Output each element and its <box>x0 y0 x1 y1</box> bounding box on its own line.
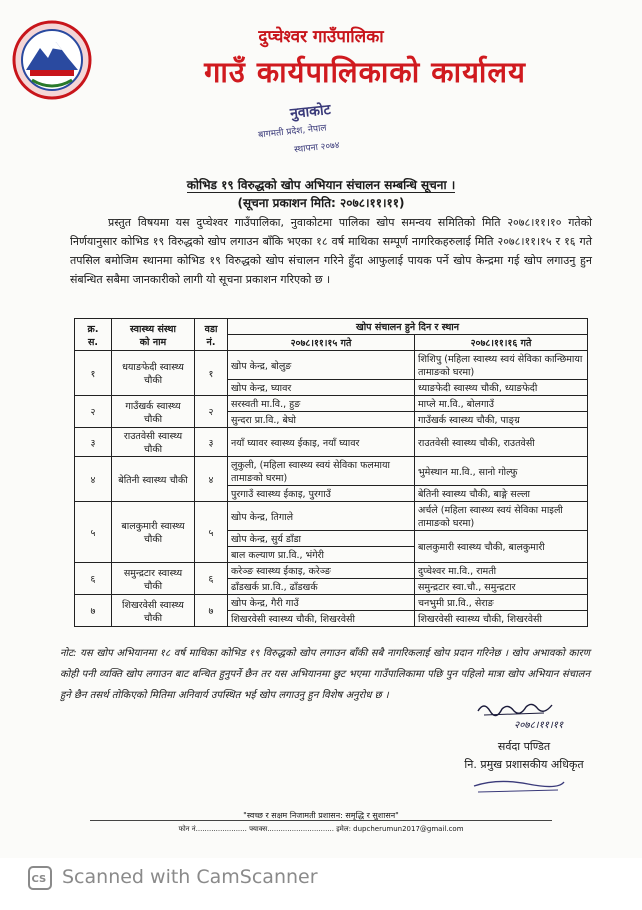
cell-day2-location: अर्चले (महिला स्वास्थ्य स्वयं सेविका माइली तामाङको घरमा) <box>415 502 588 531</box>
cell-day1-location: ढाँडखर्क प्रा.वि., ढाँडखर्क <box>228 579 415 595</box>
cell-day2-location: माप्ले मा.वि., बोलगाउँ <box>415 396 588 412</box>
cell-sn: ३ <box>75 428 112 457</box>
cell-ward: ६ <box>195 563 228 595</box>
signer-designation: नि. प्रमुख प्रशासकीय अधिकृत <box>464 758 584 771</box>
table-row <box>75 563 588 579</box>
cell-health-post: समुन्द्रटार स्वास्थ्य चौकी <box>112 563 195 595</box>
cell-day2-location: शिशिपु (महिला स्वास्थ्य स्वयं सेविका कान्छिमाया तामाङको घरमा) <box>415 351 588 380</box>
camscanner-watermark-text: Scanned with CamScanner <box>62 866 318 888</box>
cell-day1-location: पुरगाउँ स्वास्थ्य ईकाइ, पुरगाउँ <box>228 486 415 502</box>
cell-day2-location: समुन्द्रटार स्वा.चौ., समुन्द्रटार <box>415 579 588 595</box>
camscanner-logo-text: CS <box>31 874 47 885</box>
intro-text: प्रस्तुत विषयमा यस दुप्चेश्वर गाउँपालिका, नुवाकोटमा पालिका खोप समन्वय समितिको मिति २०७८।११।१० गतेको निर्णयानुसार कोभिड १९ विरुद्धको खोप लगाउन बाँकि भएका १८ वर्ष माथिका सम्पूर्ण नागरिकहरुलाई मिति २०७८।११।१५ र १६ गते तपसिल बमोजिम स्थानमा कोभिड १९ विरुद्धको खोप संचालन गरिने हुँदा आफुलाई पायक पर्ने खोप केन्द्रमा गई खोप लगाउनु हुन संबन्धित सबैमा जानकारीको लागी यो सूचना प्रकाशन गरिएको छ । <box>70 216 592 286</box>
table-row <box>75 396 588 412</box>
cell-day2-location: ध्याङफेदी स्वास्थ्य चौकी, ध्याङफेदी <box>415 380 588 396</box>
cell-day1-location: खोप केन्द्र, घ्यावर <box>228 380 415 396</box>
header-ward: वडा नं. <box>195 319 228 351</box>
office-title: गाउँ कार्यपालिकाको कार्यालय <box>204 55 526 89</box>
municipality-name: दुप्चेश्वर गाउँपालिका <box>258 27 384 47</box>
cell-day2-location: बेतिनी स्वास्थ्य चौकी, बाङ्गे सल्ला <box>415 486 588 502</box>
office-stamp <box>236 98 386 158</box>
cell-ward: ५ <box>195 502 228 563</box>
cell-sn: २ <box>75 396 112 428</box>
cell-day1-location: खोप केन्द्र, सुर्य डाँडा <box>228 531 415 547</box>
table-header-row <box>75 319 588 335</box>
signature-stamp <box>468 774 568 798</box>
cell-day2-location: राउतवेसी स्वास्थ्य चौकी, राउतवेसी <box>415 428 588 457</box>
header-date2: २०७८।११।१६ गते <box>415 335 588 351</box>
cell-health-post: बालकुमारी स्वास्थ्य चौकी <box>112 502 195 563</box>
header-schedule: खोप संचालन हुने दिन र स्थान <box>228 319 588 335</box>
cell-day1-location: लुकुली, (महिला स्वास्थ्य स्वयं सेविका फलमाया तामाङको घरमा) <box>228 457 415 486</box>
cell-ward: ३ <box>195 428 228 457</box>
cell-day1-location: बाल कल्याण प्रा.वि., भंगेरी <box>228 547 415 563</box>
cell-sn: ५ <box>75 502 112 563</box>
cell-day2-location: गाउँखर्क स्वास्थ्य चौकी, पाङ्ग्र <box>415 412 588 428</box>
table-row <box>75 351 588 380</box>
cell-day2-location: शिखरवेसी स्वास्थ्य चौकी, शिखरवेसी <box>415 611 588 627</box>
cell-ward: २ <box>195 396 228 428</box>
footer-phone: फोन नं....................... <box>178 825 247 833</box>
footer-fax: फ्याक्स.............................. <box>249 825 334 833</box>
intro-paragraph <box>70 213 592 289</box>
subject-text: कोभिड १९ विरुद्धको खोप अभियान संचालन सम्बन्धि सूचना । <box>186 178 456 192</box>
camscanner-logo-icon <box>28 866 52 890</box>
cell-day1-location: शिखरवेसी स्वास्थ्य चौकी, शिखरवेसी <box>228 611 415 627</box>
signature-date: २०७८।११।११ <box>514 720 564 731</box>
cell-health-post: गाउँखर्क स्वास्थ्य चौकी <box>112 396 195 428</box>
header-sn: क्र. स. <box>75 319 112 351</box>
cell-day2-location: भुमेस्थान मा.वि., सानो गोल्फु <box>415 457 588 486</box>
cell-day2-location: बालकुमारी स्वास्थ्य चौकी, बालकुमारी <box>415 531 588 563</box>
footer-divider <box>90 820 552 821</box>
stamp-line2: बागमती प्रदेश, नेपाल <box>257 123 328 141</box>
cell-ward: ४ <box>195 457 228 502</box>
cell-ward: १ <box>195 351 228 396</box>
table-row <box>75 502 588 531</box>
table-body <box>75 351 588 627</box>
notice-subject <box>0 176 642 193</box>
table-row <box>75 457 588 486</box>
cell-day1-location: सरस्वती मा.वि., हुङ <box>228 396 415 412</box>
cell-day2-location: चनभुमी प्रा.वि., सेराङ <box>415 595 588 611</box>
cell-day2-location: दुप्चेश्वर मा.वि., रामती <box>415 563 588 579</box>
cell-sn: ४ <box>75 457 112 502</box>
cell-sn: ७ <box>75 595 112 627</box>
handwritten-signature <box>474 697 594 731</box>
signer-name: सर्वदा पण्डित <box>497 740 551 753</box>
footer-contact <box>0 825 642 834</box>
cell-health-post: बेतिनी स्वास्थ्य चौकी <box>112 457 195 502</box>
cell-day1-location: खोप केन्द्र, तिगाले <box>228 502 415 531</box>
header-health-post: स्वास्थ्य संस्था को नाम <box>112 319 195 351</box>
cell-sn: ६ <box>75 563 112 595</box>
cell-day1-location: खोप केन्द्र, गैरी गाउँ <box>228 595 415 611</box>
footer-email: इमेल: dupcherumun2017@gmail.com <box>336 825 464 833</box>
cell-day1-location: नयाँ घ्यावर स्वास्थ्य ईकाइ, नयाँ घ्यावर <box>228 428 415 457</box>
footer-slogan: "स्वच्छ र सक्षम निजामती प्रशासन: समृद्धि र सुशासन" <box>243 811 399 820</box>
note-paragraph: नोट: यस खोप अभियानमा १८ वर्ष माथिका कोभिड १९ विरुद्धको खोप लगाउन बाँकी सबै नागरिकलाई खोप प्रदान गरिनेछ । खोप अभावको कारण कोही पनी व्यक्ति खोप लगाउन बाट बन्चित हुनुपर्ने छैन तर यस अभियानमा छुट भएमा गाउँपालिकामा पछि पुन पहिलो मात्रा खोप अभियान संचालन हुने छैन तसर्थ तोकिएको मितिमा अनिवार्य उपस्थित भई खोप लगाउनु हुन विशेष अनुरोध छ । <box>60 648 590 701</box>
vaccination-schedule-table <box>74 318 588 627</box>
publication-date: (सूचना प्रकाशन मिति: २०७८।११।११) <box>237 196 405 210</box>
cell-day1-location: करेञ्ङ स्वास्थ्य ईकाइ, करेञ्ङ <box>228 563 415 579</box>
header-date1: २०७८।११।१५ गते <box>228 335 415 351</box>
cell-health-post: धयाङफेदी स्वास्थ्य चौकी <box>112 351 195 396</box>
cell-day1-location: सुन्दरा प्रा.वि., बेघो <box>228 412 415 428</box>
cell-day1-location: खोप केन्द्र, बोलुङ <box>228 351 415 380</box>
table-row <box>75 595 588 611</box>
cell-ward: ७ <box>195 595 228 627</box>
table-row <box>75 428 588 457</box>
cell-health-post: शिखरवेसी स्वास्थ्य चौकी <box>112 595 195 627</box>
signer-block <box>454 738 594 774</box>
stamp-line1: नुवाकोट <box>289 101 332 123</box>
cell-sn: १ <box>75 351 112 396</box>
cell-health-post: राउतवेसी स्वास्थ्य चौकी <box>112 428 195 457</box>
stamp-line3: स्थापना २०७४ <box>293 140 340 156</box>
